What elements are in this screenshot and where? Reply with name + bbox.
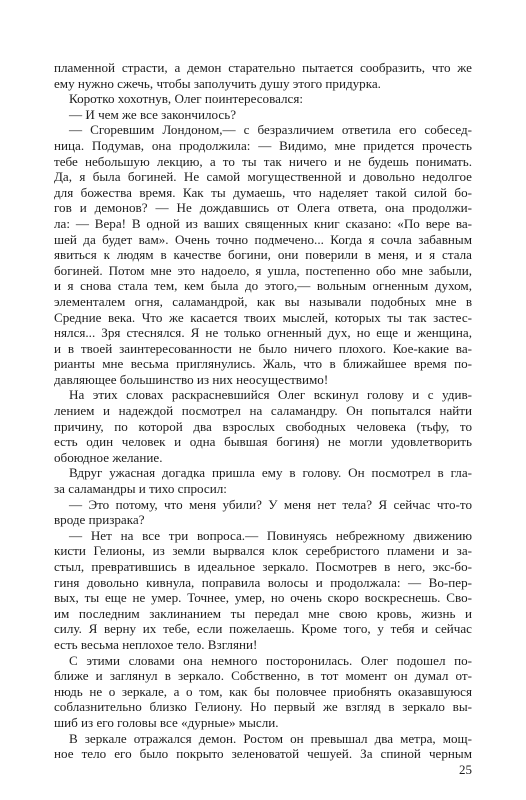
text-line: есть один человек и одна бывшая богиня) не могли удовлетворить bbox=[54, 434, 472, 450]
text-line: причину, по которой два взрослых свободных человека (тьфу, то bbox=[54, 418, 472, 434]
text-line: В зеркале отражался демон. Ростом он превышал два метра, мощ- bbox=[69, 730, 472, 746]
text-line: кисти Гелионы, из земли вырвался клок серебристого пламени и за- bbox=[54, 543, 472, 559]
text-line: силу. Я верну их тебе, если пожелаешь. Кроме того, у тебя и сейчас bbox=[54, 621, 472, 637]
text-line: обоюдное желание. bbox=[54, 449, 163, 465]
text-line: лением и надеждой посмотрел на саламандру. Он попытался найти bbox=[54, 403, 472, 419]
text-line: — Нет на все три вопроса.— Повинуясь небрежному движению bbox=[69, 527, 472, 543]
text-line: вых, ты еще не умер. Точнее, умер, но очень скоро воскреснешь. Сво- bbox=[54, 590, 472, 606]
text-line: шиб из его головы все «дурные» мысли. bbox=[54, 714, 279, 730]
page-text bbox=[54, 60, 472, 762]
text-line: им последним заклинанием ты передал мне свою кровь, жизнь и bbox=[54, 605, 472, 621]
text-line: гиня довольно кивнула, поправила волосы и продолжала: — Во-пер- bbox=[54, 574, 472, 590]
text-line: Средние века. Что же касается твоих мыслей, которых ты так застес- bbox=[54, 309, 472, 325]
text-line: Вдруг ужасная догадка пришла ему в голову. Он посмотрел в гла- bbox=[69, 465, 472, 481]
text-line: — Это потому, что меня убили? У меня нет тела? Я сейчас что-то bbox=[69, 496, 472, 512]
text-line: Да, я была богиней. Не самой могущественной и довольно недолгое bbox=[54, 169, 472, 185]
text-line: соблазнительно близко Гелиону. Но первый же взгляд в зеркало вы- bbox=[54, 699, 472, 715]
text-line: стыл, превратившись в идеальное зеркало. Посмотрев в него, экс-бо- bbox=[54, 559, 472, 574]
text-line: ное тело его было покрыто зеленоватой чешуей. За спиной черным bbox=[54, 746, 472, 762]
text-line: ла: — Вера! В одной из ваших священных книг сказано: «По вере ва- bbox=[54, 215, 472, 231]
text-line: явиться к людям в качестве богини, они поверили в меня, и я стала bbox=[54, 247, 472, 263]
text-line: — И чем же все закончилось? bbox=[69, 106, 237, 122]
text-line: давляющее большинство из них неосуществимо! bbox=[54, 371, 329, 387]
text-line: и я снова стала тем, кем была до этого,— вольным огненным духом, bbox=[54, 278, 472, 294]
page-number: 25 bbox=[459, 762, 472, 777]
text-line: вроде призрака? bbox=[54, 512, 145, 528]
text-line: ему нужно сжечь, чтобы заполучить душу этого придурка. bbox=[54, 75, 381, 91]
text-line: элементалем огня, саламандрой, как вы называли подобных мне в bbox=[54, 293, 472, 309]
text-line: рианты мне весьма приглянулись. Жаль, что в ближайшее время по- bbox=[54, 356, 472, 372]
text-line: богиней. Потом мне это надоело, я ушла, постепенно обо мне забыли, bbox=[54, 262, 472, 278]
text-line: ближе и заглянул в зеркало. Собственно, в тот момент он думал от- bbox=[54, 668, 472, 684]
text-line: тебе небольшую лекцию, а то ты так ничего и не будешь понимать. bbox=[54, 153, 472, 169]
text-line: шей да будет вам». Очень точно подмечено... Когда я сочла забавным bbox=[54, 231, 472, 247]
text-line: есть весьма неплохое тело. Взгляни! bbox=[54, 636, 258, 652]
text-line: за саламандры и тихо спросил: bbox=[54, 481, 227, 497]
text-line: нюдь не о зеркале, а о том, как бы половчее приобнять оказавшуюся bbox=[54, 683, 472, 699]
text-line: гов и демонов? — Не дождавшись от Олега ответа, она продолжи- bbox=[54, 200, 472, 216]
text-line: С этими словами она немного посторонилась. Олег подошел по- bbox=[69, 652, 472, 668]
text-line: На этих словах раскрасневшийся Олег вскинул голову и с удив- bbox=[69, 387, 472, 403]
text-line: ница. Подумав, она продолжила: — Видимо, мне придется прочесть bbox=[54, 137, 472, 153]
text-line: пламенной страсти, а демон старательно пытается сообразить, что же bbox=[54, 60, 472, 75]
text-line: нялся... Зря стеснялся. Я не только огненный дух, но еще и женщина, bbox=[54, 325, 472, 341]
text-line: Коротко хохотнув, Олег поинтересовался: bbox=[69, 91, 304, 107]
text-line: — Сгоревшим Лондоном,— с безразличием ответила его собесед- bbox=[69, 122, 472, 138]
text-line: для божества время. Как ты думаешь, что наделяет такой силой бо- bbox=[54, 184, 472, 200]
text-line: и в твоей заинтересованности не было ничего плохого. Кое-какие ва- bbox=[54, 340, 472, 356]
